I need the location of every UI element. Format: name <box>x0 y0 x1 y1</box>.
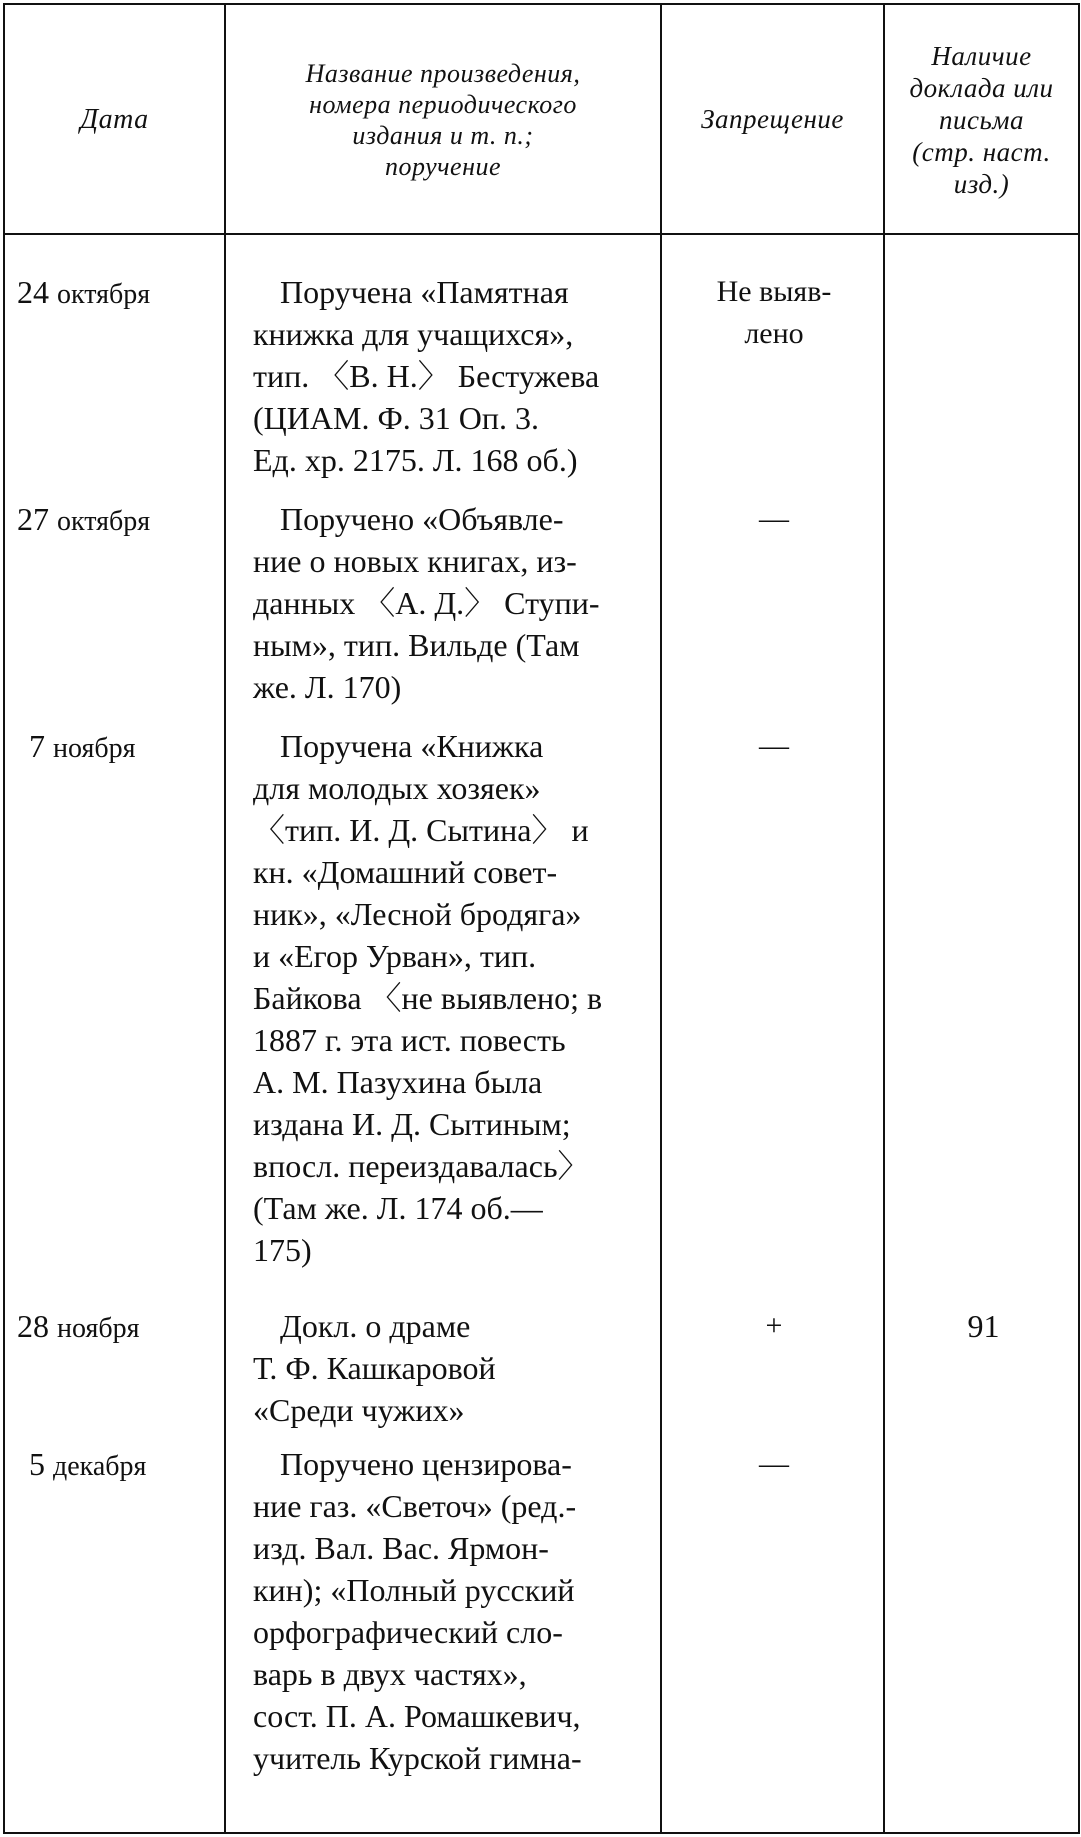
row-month: ноября <box>53 733 136 764</box>
row-title-line: впосл. переиздавалась〉 <box>253 1148 590 1184</box>
row-title-line: 1887 г. эта ист. повесть <box>253 1022 566 1058</box>
header-ban-label: Запрещение <box>701 104 844 134</box>
row-title-line: же. Л. 170) <box>253 669 402 705</box>
row-title-line: учитель Курской гимна- <box>253 1740 582 1776</box>
row-title-line: «Среди чужих» <box>253 1392 465 1428</box>
row-title-line: Поручена «Книжка <box>280 728 544 764</box>
row-title-line: варь в двух частях», <box>253 1656 527 1692</box>
row-title-line: данных 〈А. Д.〉 Ступи- <box>253 585 600 621</box>
header-title-line: поручение <box>384 151 502 181</box>
row-month: декабря <box>53 1451 147 1482</box>
row-ban-line: — <box>759 729 789 762</box>
row-ban-line: — <box>759 1447 789 1480</box>
row-title-line: Байкова 〈не выявлено; в <box>253 980 603 1016</box>
row-ban-line: Не выяв- <box>716 275 832 308</box>
header-report-line: изд.) <box>953 168 1010 199</box>
row-date <box>17 271 217 316</box>
table-border-right <box>1078 3 1080 1834</box>
header-report <box>885 3 1078 236</box>
header-date <box>5 3 224 236</box>
row-month: ноября <box>57 1313 140 1344</box>
row-title-line: ник», «Лесной бродяга» <box>253 896 582 932</box>
row-title-line: орфографический сло- <box>253 1614 563 1650</box>
row-title <box>253 498 661 708</box>
row-title-line: (ЦИАМ. Ф. 31 Оп. 3. <box>253 400 539 436</box>
row-ban <box>663 498 885 540</box>
row-title-line: кин); «Полный русский <box>253 1572 575 1608</box>
row-title <box>253 1443 661 1779</box>
row-title-line: Поручена «Памятная <box>280 274 569 310</box>
row-title-line: ние о новых книгах, из- <box>253 543 577 579</box>
row-title-line: издана И. Д. Сытиным; <box>253 1106 571 1142</box>
column-rule-1 <box>224 3 226 1834</box>
row-day: 27 <box>17 501 49 537</box>
row-ban-line: — <box>759 502 789 535</box>
row-title <box>253 725 661 1271</box>
row-title <box>253 1305 661 1431</box>
row-ban-line: лено <box>744 317 804 350</box>
row-month: октября <box>57 506 151 537</box>
row-ban <box>663 1305 885 1347</box>
row-title-line: книжка для учащихся», <box>253 316 574 352</box>
row-title-line: Т. Ф. Кашкаровой <box>253 1350 496 1386</box>
row-title-line: 175) <box>253 1232 312 1268</box>
row-title-line: для молодых хозяек» <box>253 770 541 806</box>
row-title-line: (Там же. Л. 174 об.— <box>253 1190 543 1226</box>
row-title-line: тип. 〈В. Н.〉 Бестужева <box>253 358 600 394</box>
row-day: 28 <box>17 1308 49 1344</box>
row-title-line: Ед. хр. 2175. Л. 168 об.) <box>253 442 578 478</box>
header-title <box>226 3 660 236</box>
header-report-line: доклада или <box>909 72 1054 103</box>
row-ban <box>663 725 885 767</box>
header-ban <box>662 3 883 236</box>
row-date <box>29 725 229 770</box>
row-ban-line: + <box>765 1309 783 1342</box>
row-day: 7 <box>29 728 45 764</box>
header-report-line: письма <box>938 104 1024 135</box>
row-month: октября <box>57 279 151 310</box>
row-date <box>29 1443 229 1488</box>
row-title-line: ние газ. «Светоч» (ред.- <box>253 1488 577 1524</box>
header-title-line: номера периодического <box>309 89 577 119</box>
header-report-line: (стр. наст. <box>912 136 1051 167</box>
row-title-line: кн. «Домашний совет- <box>253 854 558 890</box>
row-title-line: Поручено «Объявле- <box>280 501 564 537</box>
row-report: 91 <box>967 1308 1000 1344</box>
row-title-line: ным», тип. Вильде (Там <box>253 627 580 663</box>
row-date <box>17 498 217 543</box>
header-title-line: Название произведения, <box>305 58 581 88</box>
censorship-table <box>3 3 1080 1834</box>
row-title-line: Докл. о драме <box>280 1308 471 1344</box>
header-date-label: Дата <box>80 104 149 135</box>
header-report-line: Наличие <box>931 40 1032 71</box>
row-title-line: 〈тип. И. Д. Сытина〉 и <box>253 812 589 848</box>
row-title-line: сост. П. А. Ромашкевич, <box>253 1698 581 1734</box>
table-border-bottom <box>3 1832 1080 1834</box>
row-title <box>253 271 661 481</box>
header-title-line: издания и т. п.; <box>352 120 534 150</box>
row-title-line: А. М. Пазухина была <box>253 1064 543 1100</box>
row-ban <box>663 1443 885 1485</box>
row-title-line: изд. Вал. Вас. Ярмон- <box>253 1530 549 1566</box>
row-title-line: и «Егор Урван», тип. <box>253 938 537 974</box>
row-day: 24 <box>17 274 49 310</box>
row-date <box>17 1305 217 1350</box>
row-day: 5 <box>29 1446 45 1482</box>
table-border-left <box>3 3 5 1834</box>
row-ban <box>663 271 885 355</box>
row-title-line: Поручено цензирова- <box>280 1446 572 1482</box>
